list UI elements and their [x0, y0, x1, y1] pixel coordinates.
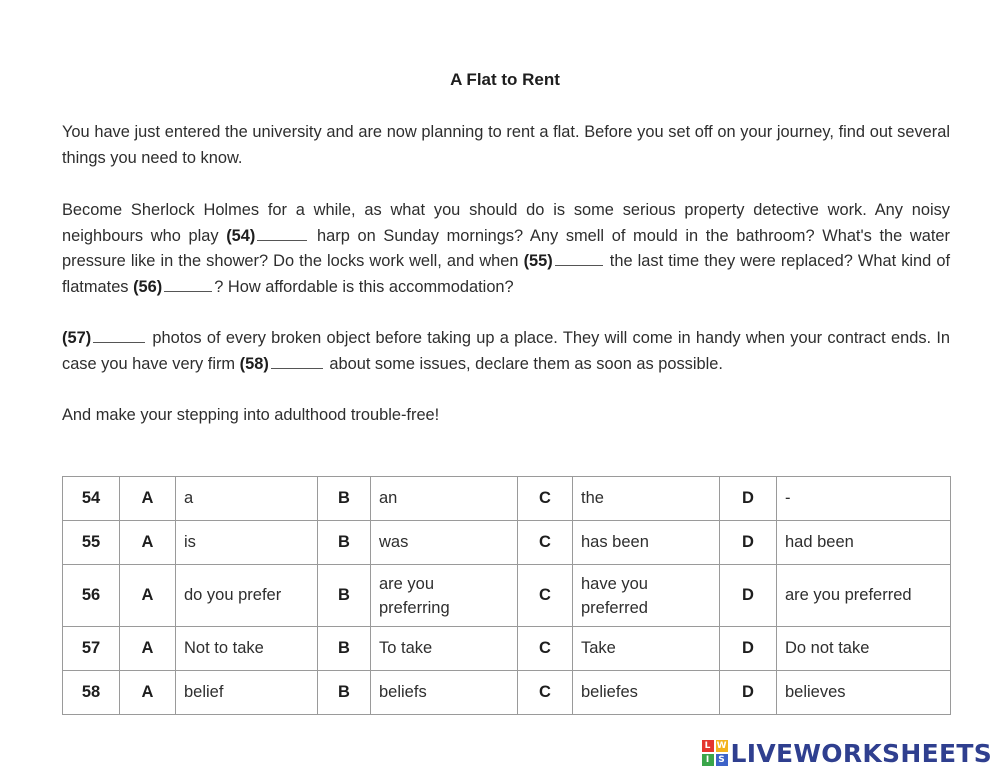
option-letter-b: B: [318, 671, 371, 715]
paragraph-text: harp on Sunday mornings? Any smell of mould in the bathroom? What's the water pressure like in the shower? Do the locks work well, and when: [62, 226, 950, 270]
gap-blank-55[interactable]: [555, 264, 603, 266]
option-b[interactable]: was: [371, 521, 518, 565]
option-letter-c: C: [518, 521, 573, 565]
option-letter-d: D: [720, 671, 777, 715]
option-letter-d: D: [720, 477, 777, 521]
option-row-57: [63, 627, 951, 671]
gap-blank-54[interactable]: [257, 239, 307, 241]
question-number: 56: [63, 565, 120, 627]
question-number: 55: [63, 521, 120, 565]
option-d[interactable]: -: [777, 477, 951, 521]
gap-blank-56[interactable]: [164, 290, 212, 292]
option-letter-c: C: [518, 477, 573, 521]
logo-tile: I: [702, 754, 714, 766]
paragraph-text: about some issues, declare them as soon as possible.: [324, 354, 723, 373]
option-row-55: [63, 521, 951, 565]
gap-blank-58[interactable]: [271, 367, 323, 369]
liveworksheets-logo: [702, 737, 992, 769]
paragraph-text: Become Sherlock Holmes for a while, as what you should do is some serious property detective work. Any noisy neighbours who play: [62, 201, 950, 245]
option-b[interactable]: an: [371, 477, 518, 521]
question-number: 57: [63, 627, 120, 671]
closing-paragraph: And make your stepping into adulthood trouble-free!: [62, 406, 440, 424]
option-letter-c: C: [518, 671, 573, 715]
paragraph-text: photos of every broken object before taking up a place. They will come in handy when your contract ends. In case you have very firm: [62, 329, 950, 373]
detective-paragraph: [62, 198, 950, 300]
options-table: [62, 476, 951, 715]
option-letter-a: A: [120, 477, 176, 521]
option-a[interactable]: is: [176, 521, 318, 565]
option-letter-b: B: [318, 627, 371, 671]
intro-paragraph: You have just entered the university and are now planning to rent a flat. Before you set off on your journey, find out several things you need to know.: [62, 123, 950, 167]
option-letter-c: C: [518, 627, 573, 671]
option-letter-d: D: [720, 521, 777, 565]
option-letter-d: D: [720, 627, 777, 671]
option-letter-a: A: [120, 565, 176, 627]
option-c[interactable]: has been: [573, 521, 720, 565]
option-row-58: [63, 671, 951, 715]
option-letter-c: C: [518, 565, 573, 627]
option-c[interactable]: Take: [573, 627, 720, 671]
question-number: 54: [63, 477, 120, 521]
photos-paragraph: [62, 326, 950, 377]
option-b-text: are you preferring: [379, 574, 450, 617]
option-b[interactable]: [371, 565, 518, 627]
question-number: 58: [63, 671, 120, 715]
paragraph-text: the last time they were replaced? What kind of flatmates: [62, 252, 951, 296]
option-letter-a: A: [120, 671, 176, 715]
document-title: A Flat to Rent: [450, 70, 560, 89]
option-row-54: [63, 477, 951, 521]
option-c[interactable]: [573, 565, 720, 627]
option-letter-b: B: [318, 565, 371, 627]
logo-tile: S: [716, 754, 728, 766]
option-letter-a: A: [120, 521, 176, 565]
logo-mark-icon: [702, 740, 728, 766]
gap-blank-57[interactable]: [93, 341, 145, 343]
option-a[interactable]: Not to take: [176, 627, 318, 671]
gap-label-54: (54): [226, 226, 256, 245]
option-letter-a: A: [120, 627, 176, 671]
logo-text: LIVEWORKSHEETS: [730, 738, 992, 768]
option-letter-b: B: [318, 477, 371, 521]
gap-label-56: (56): [133, 277, 163, 296]
gap-label-58: (58): [239, 354, 269, 373]
option-d[interactable]: believes: [777, 671, 951, 715]
logo-tile: L: [702, 740, 714, 752]
option-c-text: have you preferred: [581, 574, 648, 617]
option-b[interactable]: beliefs: [371, 671, 518, 715]
option-d[interactable]: had been: [777, 521, 951, 565]
option-a[interactable]: belief: [176, 671, 318, 715]
option-row-56: [63, 565, 951, 627]
option-a[interactable]: a: [176, 477, 318, 521]
option-b[interactable]: To take: [371, 627, 518, 671]
logo-tile: W: [716, 741, 727, 751]
paragraph-text: ? How affordable is this accommodation?: [214, 277, 514, 296]
option-letter-d: D: [720, 565, 777, 627]
option-letter-b: B: [318, 521, 371, 565]
option-d[interactable]: Do not take: [777, 627, 951, 671]
gap-label-55: (55): [523, 252, 553, 270]
option-c[interactable]: the: [573, 477, 720, 521]
option-a[interactable]: do you prefer: [176, 565, 318, 627]
option-c[interactable]: beliefes: [573, 671, 720, 715]
gap-label-57: (57): [62, 329, 92, 347]
option-d[interactable]: are you preferred: [777, 565, 951, 627]
